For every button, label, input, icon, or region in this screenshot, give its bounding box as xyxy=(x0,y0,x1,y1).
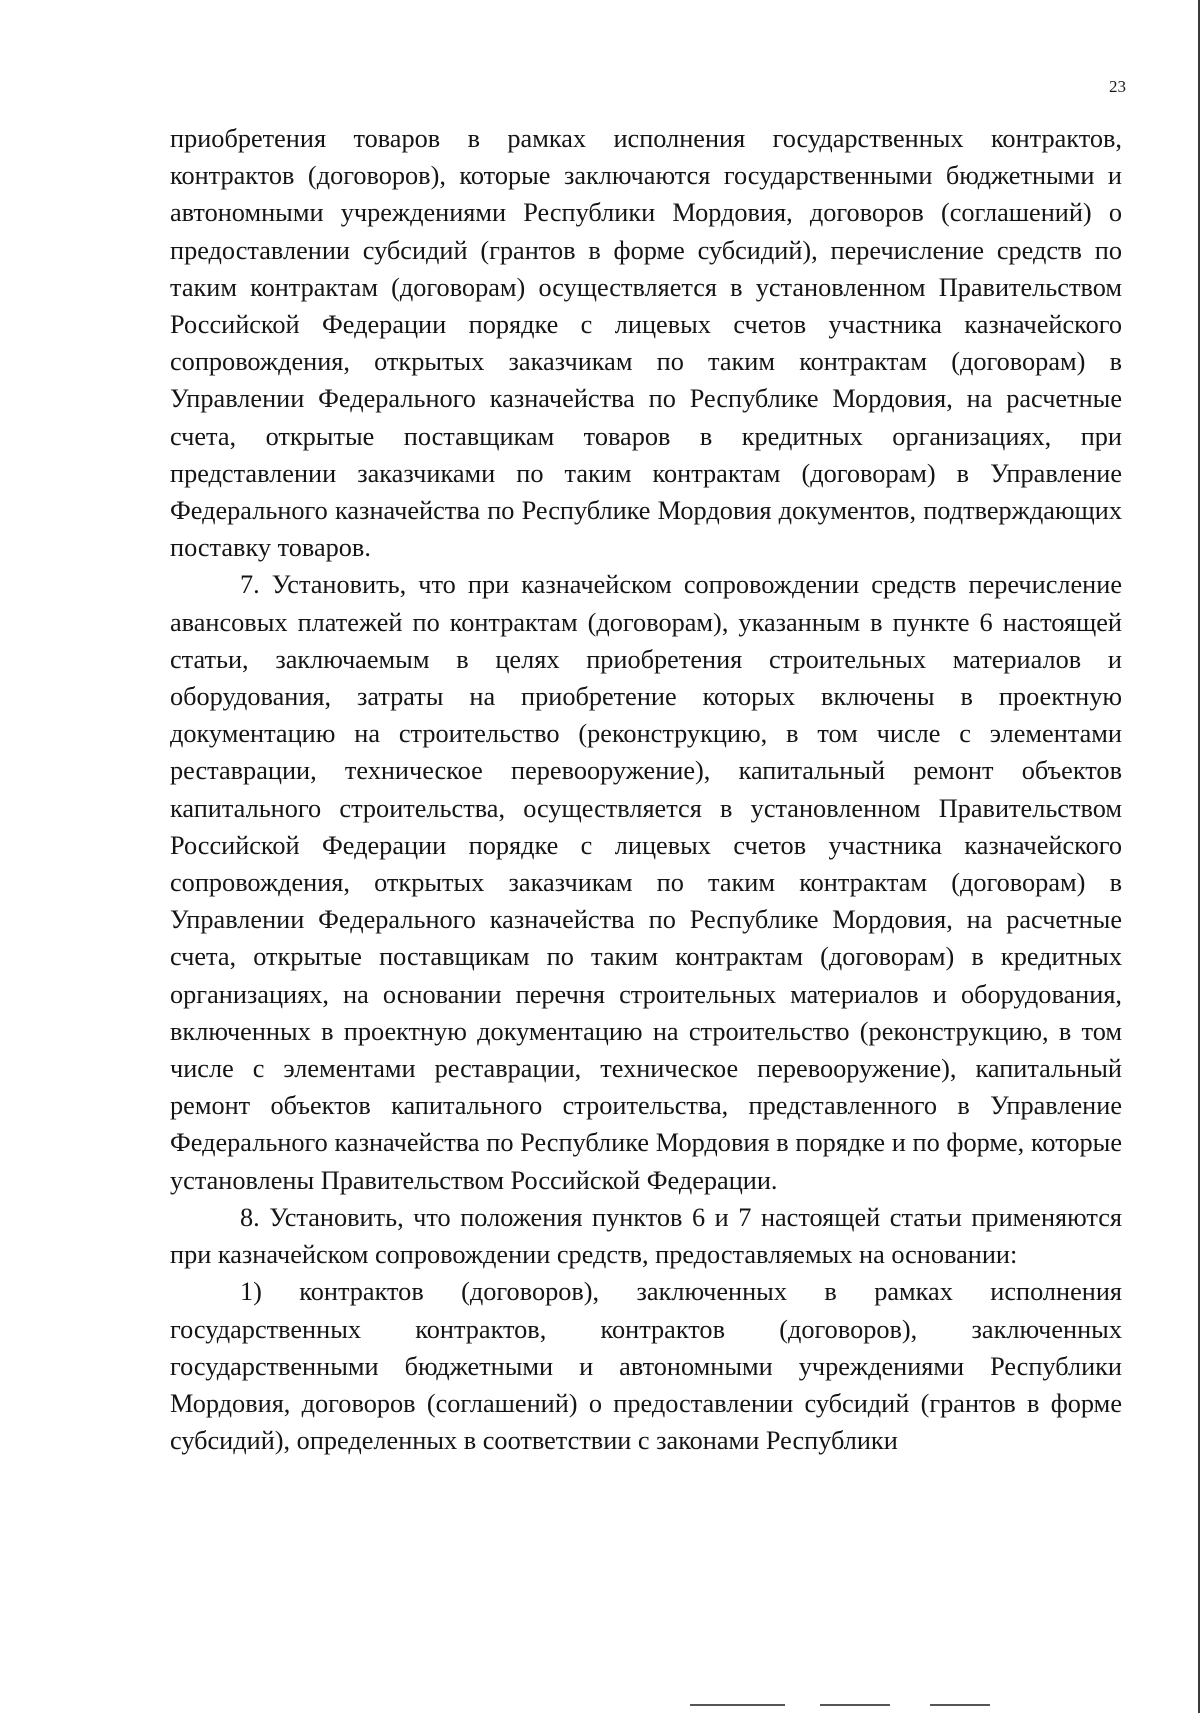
body-text xyxy=(170,120,1122,1459)
page-number: 23 xyxy=(1109,77,1126,96)
paragraph-item-7: 7. Установить, что при казначейском сопровождении средств перечисление авансовых платежей по контрактам (договорам), указанным в пункте 6 настоящей статьи, заключаемым в целях приобретения строительных материалов и оборудования, затраты на приобретение которых включены в проектную документацию на строительство (реконструкцию, в том числе с элементами реставрации, техническое перевооружение), капитальный ремонт объектов капитального строительства, осуществляется в установленном Правительством Российской Федерации порядке с лицевых счетов участника казначейского сопровождения, открытых заказчикам по таким контрактам (договорам) в Управлении Федерального казначейства по Республике Мордовия, на расчетные счета, открытые поставщикам по таким контрактам (договорам) в кредитных организациях, на основании перечня строительных материалов и оборудования, включенных в проектную документацию на строительство (реконструкцию, в том числе с элементами реставрации, техническое перевооружение), капитальный ремонт объектов капитального строительства, представленного в Управление Федерального казначейства по Республике Мордовия в порядке и по форме, которые установлены Правительством Российской Федерации. xyxy=(170,570,1122,1195)
scan-artifact xyxy=(690,1704,785,1706)
scan-artifact xyxy=(820,1704,890,1706)
paragraph-subitem-1: 1) контрактов (договоров), заключенных в рамках исполнения государственных контрактов, контрактов (договоров), заключенных государственными бюджетными и автономными учреждениями Республики Мордовия, договоров (соглашений) о предоставлении субсидий (грантов в форме субсидий), определенных в соответствии с законами Республики xyxy=(170,1277,1122,1456)
scan-artifact xyxy=(930,1704,990,1706)
paragraph-item-8: 8. Установить, что положения пунктов 6 и 7 настоящей статьи применяются при казначейском сопровождении средств, предоставляемых на основании: xyxy=(170,1202,1122,1270)
paragraph-continuation: приобретения товаров в рамках исполнения государственных контрактов, контрактов (договоров), которые заключаются государственными бюджетными и автономными учреждениями Республики Мордовия, договоров (соглашений) о предоставлении субсидий (грантов в форме субсидий), перечисление средств по таким контрактам (договорам) осуществляется в установленном Правительством Российской Федерации порядке с лицевых счетов участника казначейского сопровождения, открытых заказчикам по таким контрактам (договорам) в Управлении Федерального казначейства по Республике Мордовия, на расчетные счета, открытые поставщикам товаров в кредитных организациях, при представлении заказчиками по таким контрактам (договорам) в Управление Федерального казначейства по Республике Мордовия документов, подтверждающих поставку товаров. xyxy=(170,124,1122,563)
